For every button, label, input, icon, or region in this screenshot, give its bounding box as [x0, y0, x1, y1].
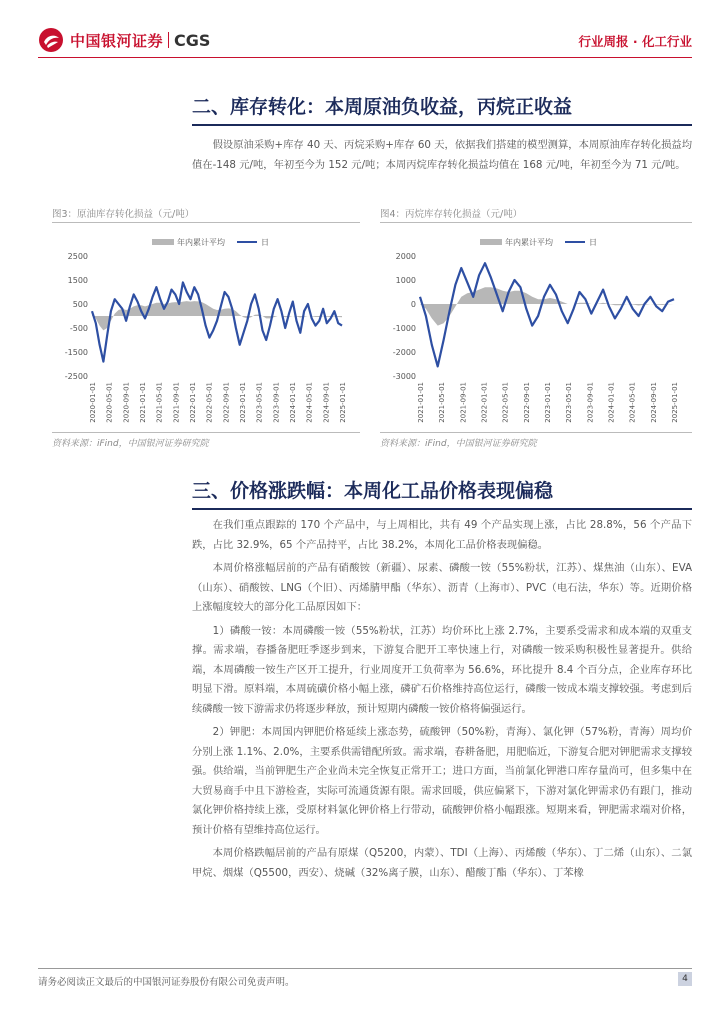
figure3-title: 图3：原油库存转化损益（元/吨）	[52, 209, 195, 220]
x-tick-label: 2021-01-01	[417, 382, 425, 423]
footer-divider	[38, 968, 692, 969]
y-tick-label: -1000	[392, 324, 416, 333]
x-tick-label: 2025-01-01	[671, 382, 679, 423]
x-tick-label: 2024-05-01	[628, 382, 637, 423]
x-tick-label: 2020-01-01	[89, 382, 97, 423]
x-tick-label: 2023-05-01	[255, 382, 264, 423]
section2-underline	[192, 124, 692, 126]
section2-title: 二、库存转化：本周原油负收益，丙烷正收益	[192, 96, 573, 118]
brand-cgs: CGS	[174, 30, 211, 50]
x-tick-label: 2021-09-01	[459, 382, 468, 423]
section3-body	[192, 516, 692, 883]
x-tick-label: 2020-09-01	[122, 382, 131, 423]
footer-disclaimer: 请务必阅读正文最后的中国银河证券股份有限公司免责声明。	[38, 977, 295, 988]
x-tick-label: 2022-05-01	[501, 382, 510, 423]
y-tick-label: -1500	[64, 348, 88, 357]
figure4-title: 图4：丙烷库存转化损益（元/吨）	[380, 209, 523, 220]
section3-paragraph-2: 本周价格涨幅居前的产品有硝酸铵（新疆）、尿素、磷酸一铵（55%粉状，江苏）、煤焦油（山东）、EVA（山东）、硝酸铵、LNG（个旧）、丙烯腈甲酯（华东）、沥青（上海市）、PVC（电石法，华东）等。近期价格上涨幅度较大的部分化工品原因如下：	[192, 562, 692, 613]
section3-underline	[192, 508, 692, 510]
x-tick-label: 2021-09-01	[172, 382, 181, 423]
x-tick-label: 2021-05-01	[438, 382, 447, 423]
y-tick-label: 1500	[67, 276, 88, 285]
x-tick-label: 2020-05-01	[105, 382, 114, 423]
x-tick-label: 2022-05-01	[205, 382, 214, 423]
y-tick-label: 2000	[395, 252, 416, 261]
x-tick-label: 2021-01-01	[139, 382, 147, 423]
y-tick-label: 1000	[395, 276, 416, 285]
figure4-top-rule	[380, 222, 692, 223]
section2-text: 假设原油采购+库存 40 天、丙烷采购+库存 60 天，依据我们搭建的模型测算，本周原油库存转化损益均值在-148 元/吨，年初至今为 152 元/吨；本周丙烷库存转化损益均值在 168 元/吨，年初至今为 71 元/吨。	[192, 139, 692, 171]
x-tick-label: 2021-05-01	[155, 382, 164, 423]
figure4-chart	[380, 226, 692, 428]
x-tick-label: 2023-01-01	[239, 382, 247, 423]
brand-logo	[38, 26, 210, 54]
x-tick-label: 2023-09-01	[586, 382, 595, 423]
section3-paragraph-4: 2）钾肥：本周国内钾肥价格延续上涨态势，硫酸钾（50%粉，青海）、氯化钾（57%粉，青海）周均价分别上涨 1.1%、2.0%，主要系供需错配所致。需求端，春耕备肥，用肥临近，下游复合肥对钾肥需求支撑较强。供给端，当前钾肥生产企业尚未完全恢复正常开工；进口方面，当前氯化钾港口库存量尚可，但多集中在大贸易商手中且下游检查，实际可流通货源有限。需求回暖，供应偏紧下，下游对氯化钾需求仍有跟门，推动氯化钾价格持续上涨，受原材料氯化钾价格上行带动，硫酸钾价格小幅跟涨。短期来看，钾肥需求端对价格，预计价格有望维持高位运行。	[192, 726, 692, 836]
figure3-source: 资料来源：iFind，中国银河证券研究院	[52, 439, 209, 449]
header-divider	[38, 57, 692, 58]
x-tick-label: 2024-01-01	[289, 382, 297, 423]
figure3-chart	[52, 226, 360, 428]
figure3-bottom-rule	[52, 432, 360, 433]
page-number: 4	[678, 972, 692, 986]
y-tick-label: 500	[72, 300, 88, 309]
y-tick-label: 0	[410, 300, 416, 309]
figure4-bottom-rule	[380, 432, 692, 433]
section3-paragraph-3: 1）磷酸一铵：本周磷酸一铵（55%粉状，江苏）均价环比上涨 2.7%，主要系受需求和成本端的双重支撑。需求端，春播备肥旺季逐步到来，下游复合肥开工率快速上行，对磷酸一铵采购积极性显著提升。供给端，本周磷酸一铵生产区开工提升，行业周度开工负荷率为 56.6%，环比提升 8.4 个百分点，企业库存环比明显下滑。原料端，本周硫磺价格小幅上涨，磷矿石价格维持高位运行，磷酸一铵成本端支撑较强。考虑到后续磷酸一铵下游需求仍将逐步释放，预计短期内磷酸一铵价格将偏强运行。	[192, 624, 692, 715]
x-tick-label: 2023-01-01	[544, 382, 552, 423]
x-tick-label: 2024-05-01	[305, 382, 314, 423]
legend-swatch-average	[480, 239, 502, 245]
section3-paragraph-1: 在我们重点跟踪的 170 个产品中，与上周相比，共有 49 个产品实现上涨，占比 28.8%，56 个产品下跌，占比 32.9%，65 个产品持平，占比 38.2%，本周化工品价格表现偏稳。	[192, 519, 692, 551]
y-tick-label: -2500	[64, 372, 88, 381]
x-tick-label: 2024-01-01	[607, 382, 616, 423]
y-tick-label: -3000	[392, 372, 416, 381]
report-type: 行业周报 · 化工行业	[578, 34, 692, 49]
section3-title: 三、价格涨跌幅：本周化工品价格表现偏稳	[192, 480, 554, 502]
x-tick-label: 2023-05-01	[565, 382, 574, 423]
series-daily-line	[420, 263, 674, 366]
x-tick-label: 2025-01-01	[339, 382, 347, 423]
x-tick-label: 2022-09-01	[222, 382, 231, 423]
x-tick-label: 2022-01-01	[189, 382, 197, 423]
x-tick-label: 2024-09-01	[649, 382, 658, 423]
series-daily-line	[92, 282, 342, 361]
x-tick-label: 2022-01-01	[480, 382, 489, 423]
x-tick-label: 2022-09-01	[522, 382, 531, 423]
legend-swatch-average	[152, 239, 174, 245]
brand-name: 中国银河证券	[70, 31, 164, 50]
y-tick-label: 2500	[67, 252, 88, 261]
figure3-top-rule	[52, 222, 360, 223]
legend-label-daily: 日	[261, 238, 269, 247]
section3-paragraph-5: 本周价格跌幅居前的产品有原煤（Q5200，内蒙）、TDI（上海）、丙烯酸（华东）、丁二烯（山东）、二氯甲烷、烟煤（Q5500，西安）、烧碱（32%离子膜，山东）、醋酸丁酯（华东）、丁苯橡	[192, 847, 692, 879]
y-tick-label: -2000	[392, 348, 416, 357]
figure4-source: 资料来源：iFind，中国银河证券研究院	[380, 439, 537, 449]
logo-separator	[168, 32, 169, 48]
cgs-logo-icon	[38, 27, 64, 53]
x-tick-label: 2023-09-01	[272, 382, 281, 423]
y-tick-label: -500	[69, 324, 88, 333]
legend-label-average: 年内累计平均	[177, 238, 225, 247]
x-tick-label: 2024-09-01	[322, 382, 331, 423]
legend-label-average: 年内累计平均	[505, 238, 553, 247]
section2-paragraph	[192, 136, 692, 175]
legend-label-daily: 日	[589, 238, 597, 247]
